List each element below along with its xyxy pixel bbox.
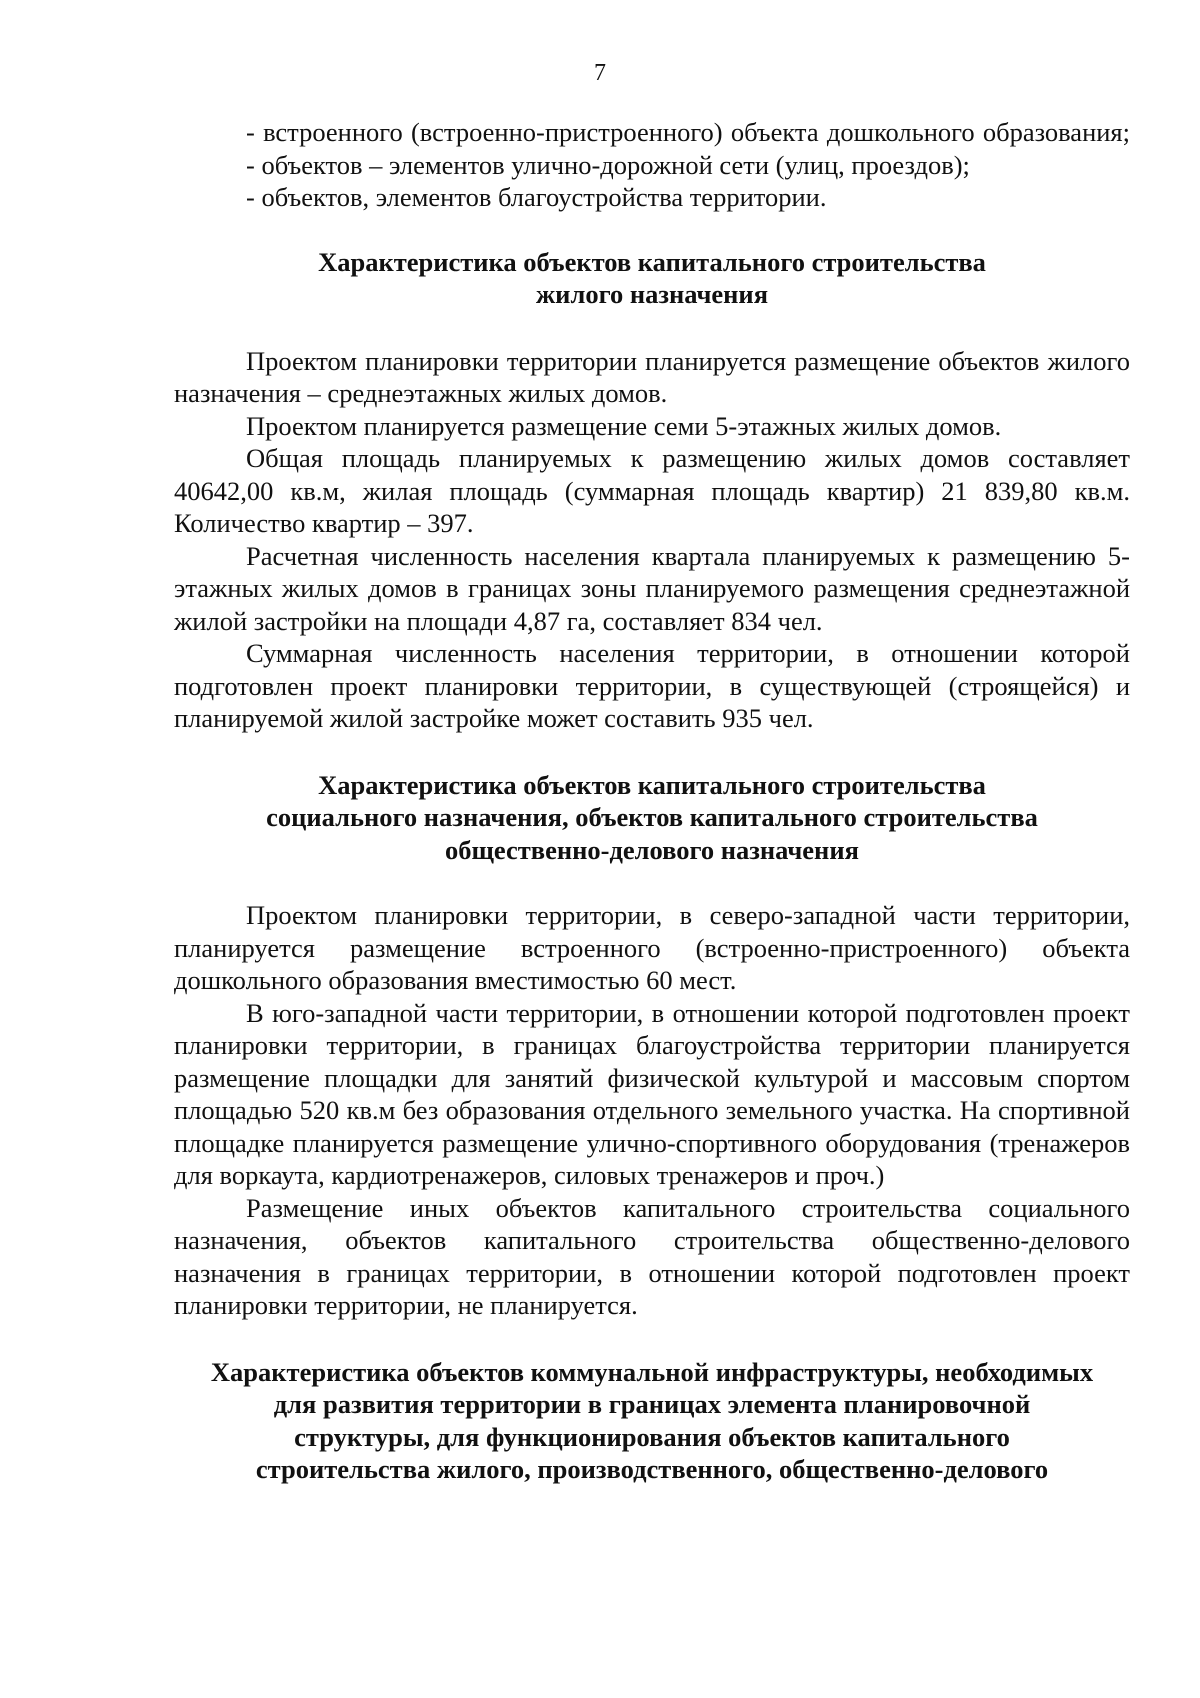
paragraph: Проектом планировки территории, в северо-западной части территории, планируется размещение встроенного (встроенно-пристроенного) объекта дошкольного образования вместимостью 60 мест. [174,900,1130,995]
section-heading-utilities [154,1356,1150,1486]
heading-line: строительства жилого, производственного, общественно-делового [255,1454,1049,1484]
list-item: - объектов, элементов благоустройства территории. [246,182,827,212]
list-item: - объектов – элементов улично-дорожной сети (улиц, проездов); [246,149,970,180]
heading-line: жилого назначения [535,279,769,309]
heading-line: социального назначения, объектов капитального строительства [266,802,1038,832]
paragraph: В юго-западной части территории, в отношении которой подготовлен проект планировки территории, в границах благоустройства территории планируется размещение площадки для занятий физической культурой и массовым спортом площадью 520 кв.м без образования отдельного земельного участка. На спортивной площадке планируется размещение улично-спортивного оборудования (тренажеров для воркаута, кардиотренажеров, силовых тренажеров и проч.) [174,997,1130,1190]
section-heading-social [174,769,1130,867]
paragraph: Общая площадь планируемых к размещению жилых домов составляет 40642,00 кв.м, жилая площадь (суммарная площадь квартир) 21 839,80 кв.м. Количество квартир – 397. [174,443,1130,538]
paragraph: Расчетная численность населения квартала планируемых к размещению 5-этажных жилых домов в границах зоны планируемого размещения среднеэтажной жилой застройки на площади 4,87 га, составляет 834 чел. [174,540,1130,636]
heading-line: структуры, для функционирования объектов капитального [294,1421,1010,1452]
paragraph: Проектом планируется размещение семи 5-этажных жилых домов. [246,410,1002,441]
section-heading-residential [174,246,1130,311]
heading-line: Характеристика объектов капитального строительства [318,769,986,800]
page-number: 7 [594,60,606,86]
heading-line: Характеристика объектов коммунальной инфраструктуры, необходимых [210,1356,1094,1387]
list-item: - встроенного (встроенно-пристроенного) объекта дошкольного образования; [246,117,1130,147]
paragraph: Суммарная численность населения территории, в отношении которой подготовлен проект планировки территории, в существующей (строящейся) и планируемой жилой застройке может составить 935 чел. [174,638,1130,733]
heading-line: Характеристика объектов капитального строительства [318,246,986,277]
paragraph: Размещение иных объектов капитального строительства социального назначения, объектов капитального строительства общественно-делового назначения в границах территории, в отношении которой подготовлен проект планировки территории, не планируется. [174,1192,1130,1320]
paragraph: Проектом планировки территории планируется размещение объектов жилого назначения – среднеэтажных жилых домов. [174,345,1130,408]
heading-line: для развития территории в границах элемента планировочной [273,1389,1031,1419]
document-body [174,116,1130,1486]
heading-line: общественно-делового назначения [445,834,859,865]
